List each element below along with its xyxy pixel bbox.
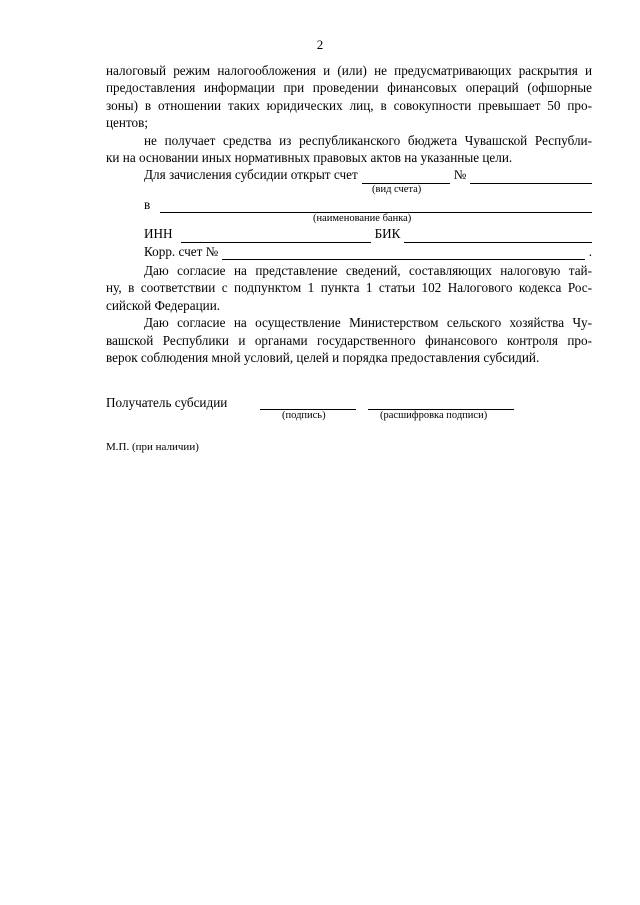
text-line: сийской Федерации. [106, 297, 221, 313]
text-line: предоставления информации при проведении финансовых операций (офшорные [106, 80, 592, 96]
bik-label: БИК [374, 226, 401, 242]
page-number: 2 [316, 37, 324, 52]
account-number-field[interactable] [470, 171, 592, 184]
caption-row [106, 213, 592, 225]
recipient-label: Получатель субсидии [106, 395, 228, 410]
account-type-field[interactable] [362, 171, 450, 184]
text-line: ки на основании иных нормативных правовых актов на указанные цели. [106, 150, 513, 166]
bik-field[interactable] [404, 230, 592, 243]
text-line: не получает средства из республиканского бюджета Чувашской Республи- [144, 132, 592, 148]
paragraph-budget [106, 132, 592, 167]
inn-field[interactable] [181, 230, 371, 243]
corr-account-end: . [588, 243, 592, 259]
inn-label: ИНН [144, 226, 173, 242]
text-line: зоны) в отношении таких юридических лиц, в совокупности превышает 50 про- [106, 97, 592, 113]
text-line: Даю согласие на представление сведений, составляющих налоговую тай- [144, 263, 592, 278]
corr-account-label: Корр. счет № [144, 243, 219, 259]
text-line: центов; [106, 115, 149, 131]
account-label: Для зачисления субсидии открыт счет [144, 167, 358, 183]
number-sign: № [453, 167, 467, 183]
paragraph-tax-secret-consent [106, 262, 592, 314]
bank-name-field[interactable] [160, 200, 592, 213]
caption-signature: (подпись) [282, 410, 326, 421]
inn-bik-row [106, 225, 592, 242]
caption-row [106, 184, 592, 196]
corr-account-field[interactable] [222, 247, 584, 260]
account-row [106, 166, 592, 183]
bank-prefix: в [144, 196, 151, 212]
text-line: ну, в соответствии с подпунктом 1 пункта 1 статьи 102 Налогового кодекса Рос- [106, 280, 592, 296]
text-line: верок соблюдения мной условий, целей и порядка предоставления субсидий. [106, 350, 540, 366]
text-line: налоговый режим налогообложения и (или) не предусматривающих раскрытия и [106, 63, 592, 78]
caption-signature-decode: (расшифровка подписи) [380, 410, 488, 421]
text-line: Даю согласие на осуществление Министерством сельского хозяйства Чу- [144, 315, 592, 331]
stamp-note: М.П. (при наличии) [106, 441, 199, 453]
paragraph-inspection-consent [106, 314, 592, 366]
caption-bank-name: (наименование банка) [313, 213, 412, 225]
document-body [106, 62, 592, 366]
bank-row [106, 196, 592, 213]
paragraph-offshore [106, 62, 592, 132]
text-line: вашской Республики и органами государственного финансового контроля про- [106, 332, 592, 348]
corr-account-row [106, 243, 592, 260]
caption-account-type: (вид счета) [372, 183, 422, 195]
